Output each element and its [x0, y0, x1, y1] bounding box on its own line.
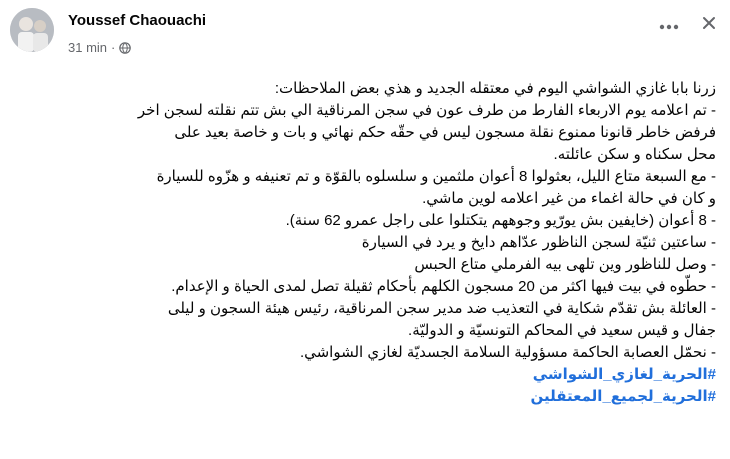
- post-line: جفال و قيس سعيد في المحاكم التونسيّة و الدوليّة.: [408, 322, 716, 339]
- post-line: - العائلة بش تقدّم شكاية في التعذيب ضد مدير سجن المرناقية، رئيس هيئة السجون و ليلى: [167, 300, 716, 317]
- post-line: محل سكناه و سكن عائلته.: [553, 146, 716, 163]
- post-line: - حطّوه في بيت فيها اكثر من 20 مسجون الكلهم بأحكام ثقيلة تصل لمدى الحياة و الإعدام.: [171, 278, 716, 295]
- post-line: - ساعتين ثنيّة لسجن الناظور عدّاهم دايخ و يرد في السيارة: [361, 234, 716, 251]
- hashtag-link[interactable]: #الحرية_لجميع_المعتقلين: [530, 388, 716, 405]
- more-options-icon: [659, 24, 679, 30]
- hashtag-link[interactable]: #الحرية_لغازي_الشواشي: [532, 366, 716, 383]
- post-time[interactable]: 31 min: [68, 40, 108, 55]
- post-line: - وصل للناظور وين تلهى بيه الفرملي متاع الحبس: [414, 256, 716, 273]
- post-line: - تم اعلامه يوم الاربعاء الفارط من طرف عون في سجن المرناقية الي بش تتم نقلته لسجن اخر: [137, 102, 716, 119]
- post-header: [10, 8, 720, 60]
- more-options-button[interactable]: [652, 10, 686, 44]
- post-line: - نحمّل العصابة الحاكمة مسؤولية السلامة الجسديّة لغازي الشواشي.: [299, 344, 716, 361]
- post-line: - 8 أعوان (خايفين بش يورّيو وجوههم يتكتلوا على راجل عمرو 62 سنة).: [285, 212, 716, 229]
- author-name[interactable]: Youssef Chaouachi: [68, 12, 207, 29]
- separator-dot: ·: [111, 40, 116, 55]
- post-body: [14, 78, 716, 408]
- post-line: - مع السبعة متاع الليل، بعثولوا 8 أعوان ملثمين و سلسلوه بالقوّة و تم تعنيفه و هزّوه للسيارة: [156, 168, 716, 185]
- post-line: و كان في حالة اغماء من غير اعلامه لوين ماشي.: [422, 190, 716, 207]
- globe-icon[interactable]: [119, 42, 131, 54]
- post-line: زرنا بابا غازي الشواشي اليوم في معتقله الجديد و هذي بعض الملاحظات:: [274, 80, 716, 97]
- post-meta: [68, 40, 131, 55]
- close-icon: [702, 16, 716, 30]
- post-line: فرفض خاطر قانونا ممنوع نقلة مسجون ليس في حقّه حكم نهائي و بات و خاصة بعيد على: [174, 124, 716, 141]
- close-button[interactable]: [692, 6, 726, 40]
- avatar[interactable]: [10, 8, 54, 52]
